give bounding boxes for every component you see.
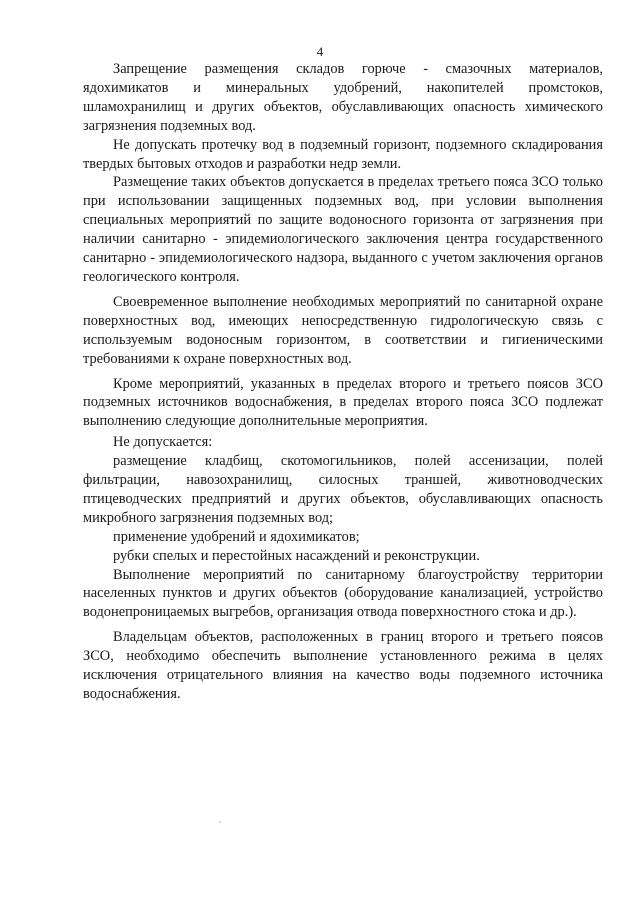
paragraph-sanitary-improvement: Выполнение мероприятий по санитарному благоустройству территории населенных пунктов и других объектов (оборудование канализацией, устройство водонепроницаемых выгребов, организация отвода поверхностного стока и др.). (83, 566, 603, 621)
paragraph-logging: рубки спелых и перестойных насаждений и реконструкции. (113, 547, 480, 564)
paragraph-leakage-prohibition: Не допускать протечку вод в подземный горизонт, подземного складирования твердых бытовых отходов и разработки недр земли. (83, 136, 603, 172)
paragraph-cemeteries-list: размещение кладбищ, скотомогильников, полей ассенизации, полей фильтрации, навозохранилищ, силосных траншей, животноводческих птицеводческих предприятий и других объектов, обуславливающих опасность микробного загрязнения подземных вод; (83, 453, 603, 526)
scan-speck (219, 821, 221, 823)
paragraph-fertilizers: применение удобрений и ядохимикатов; (113, 528, 360, 545)
paragraph-not-allowed-heading: Не допускается: (113, 434, 213, 451)
paragraph-surface-water-protection: Своевременное выполнение необходимых мероприятий по санитарной охране поверхностных вод, имеющих непосредственную гидрологическую связь с используемым водоносным горизонтом, в соответствии и гигиеническими требованиями к охране поверхностных вод. (83, 293, 603, 367)
paragraph-second-belt-measures: Кроме мероприятий, указанных в пределах второго и третьего поясов ЗСО подземных источников водоснабжения, в пределах второго пояса ЗСО подлежат выполнению следующие дополнительные мероприятия. (83, 375, 603, 430)
page-number: 4 (316, 44, 324, 59)
document-body (83, 60, 603, 704)
paragraph-owners-obligation: Владельцам объектов, расположенных в границ второго и третьего поясов ЗСО, необходимо обеспечить выполнение установленного режима в целях исключения отрицательного влияния на качество воды подземного источника водоснабжения. (83, 629, 603, 702)
paragraph-storage-prohibition: Запрещение размещения складов горюче - смазочных материалов, ядохимикатов и минеральных удобрений, накопителей промстоков, шламохранилищ и других объектов, обуславливающих опасность химического загрязнения подземных вод. (83, 61, 603, 134)
paragraph-third-belt-placement: Размещение таких объектов допускается в пределах третьего пояса ЗСО только при использовании защищенных подземных вод, при условии выполнения специальных мероприятий по защите водоносного горизонта от загрязнения при наличии санитарно - эпидемиологического заключения центра государственного санитарно - эпидемиологического надзора, выданного с учетом заключения органов геологического контроля. (83, 174, 603, 285)
